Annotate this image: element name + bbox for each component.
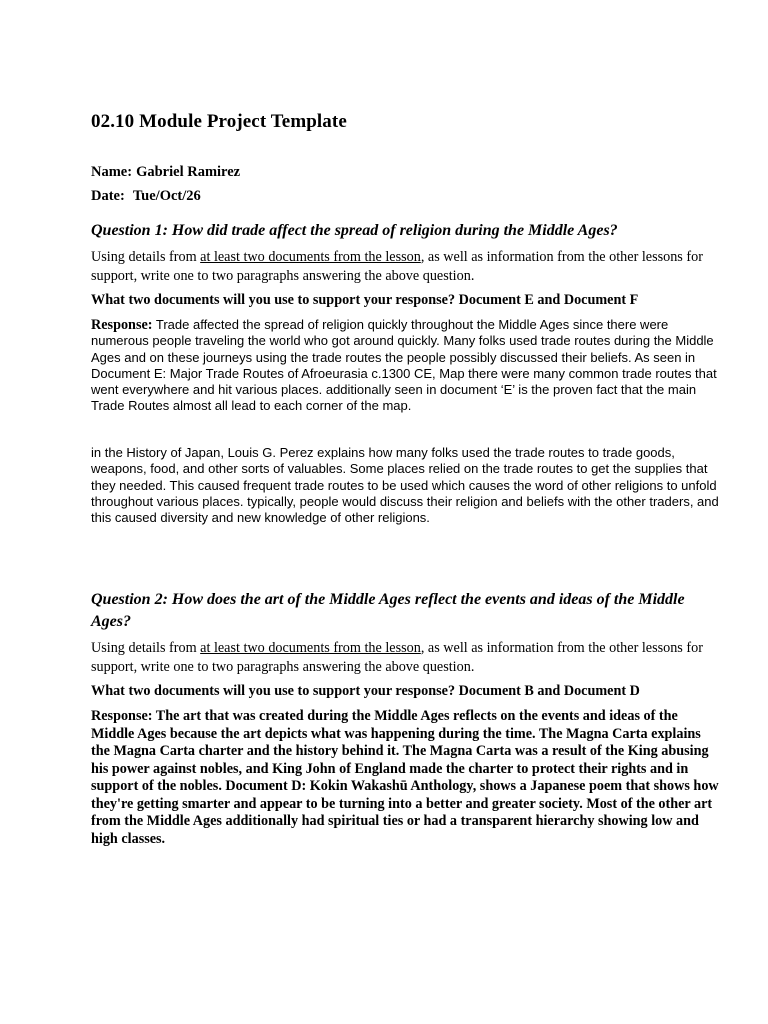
instructions-underlined: at least two documents from the lesson <box>200 640 421 656</box>
date-value: Tue/Oct/26 <box>132 188 201 204</box>
name-value: Gabriel Ramirez <box>136 164 241 180</box>
question-1-response-paragraph-2: in the History of Japan, Louis G. Perez explains how many folks used the trade routes to trade goods, weapons, food, and other sorts of valuables. Some places relied on the trade routes to get the supplies that they needed. This caused frequent trade routes to be used which causes the word of other religions to unfold throughout various places. typically, people would discuss their religion and beliefs with the other traders, and this caused diversity and new knowledge of other religions. <box>91 445 719 526</box>
instructions-text: , as well as information from the other lessons for support, write one to two paragraphs answering the above question. <box>91 249 703 284</box>
response-paragraph-1: The art that was created during the Middle Ages reflects on the events and ideas of the Middle Ages because the art depicts what was happening during the time. The Magna Carta explains the Magna Carta charter and the history behind it. The Magna Carta was a result of the King abusing his power against nobles, and King John of England made the charter to protect their rights and in support of the nobles. Document D: Kokin Wakashū Anthology, shows a Japanese poem that shows how they're getting smarter and appear to be turning into a better and greater society. Most of the other art from the Middle Ages additionally had spiritual ties or had a transparent hierarchy showing low and high classes. <box>91 708 719 847</box>
response-label: Response: <box>91 317 153 333</box>
date-line <box>91 188 201 205</box>
question-2-instructions <box>91 639 723 677</box>
question-2-documents: What two documents will you use to support your response? Document B and Document D <box>91 683 640 699</box>
question-2-response <box>91 708 723 848</box>
question-1-heading: Question 1: How did trade affect the spread of religion during the Middle Ages? <box>91 222 618 239</box>
response-label: Response: <box>91 708 153 724</box>
date-label: Date: <box>91 188 125 204</box>
name-line <box>91 164 240 181</box>
name-label: Name: <box>91 164 133 180</box>
instructions-text: , as well as information from the other lessons for support, write one to two paragraphs answering the above question. <box>91 640 703 675</box>
response-paragraph-1: Trade affected the spread of religion quickly throughout the Middle Ages since there were numerous people traveling the world who got around quickly. Many folks used trade routes during the Middle Ages and on these journeys using the trade routes the people possibly discussed their beliefs. As seen in Document E: Major Trade Routes of Afroeurasia c.1300 CE, Map there were many common trade routes that went everywhere and hit various places. additionally seen in document ‘E’ is the proven fact that the main Trade Routes almost all lead to each corner of the map. <box>91 317 717 414</box>
question-1-instructions <box>91 248 723 286</box>
question-1-documents: What two documents will you use to support your response? Document E and Document F <box>91 292 639 308</box>
document-title: 02.10 Module Project Template <box>91 111 347 132</box>
instructions-underlined: at least two documents from the lesson <box>200 249 421 265</box>
instructions-text: Using details from <box>91 249 201 265</box>
question-1-response <box>91 317 723 415</box>
instructions-text: Using details from <box>91 640 201 656</box>
question-2-heading: Question 2: How does the art of the Middle Ages reflect the events and ideas of the Middle Ages? <box>91 591 685 630</box>
